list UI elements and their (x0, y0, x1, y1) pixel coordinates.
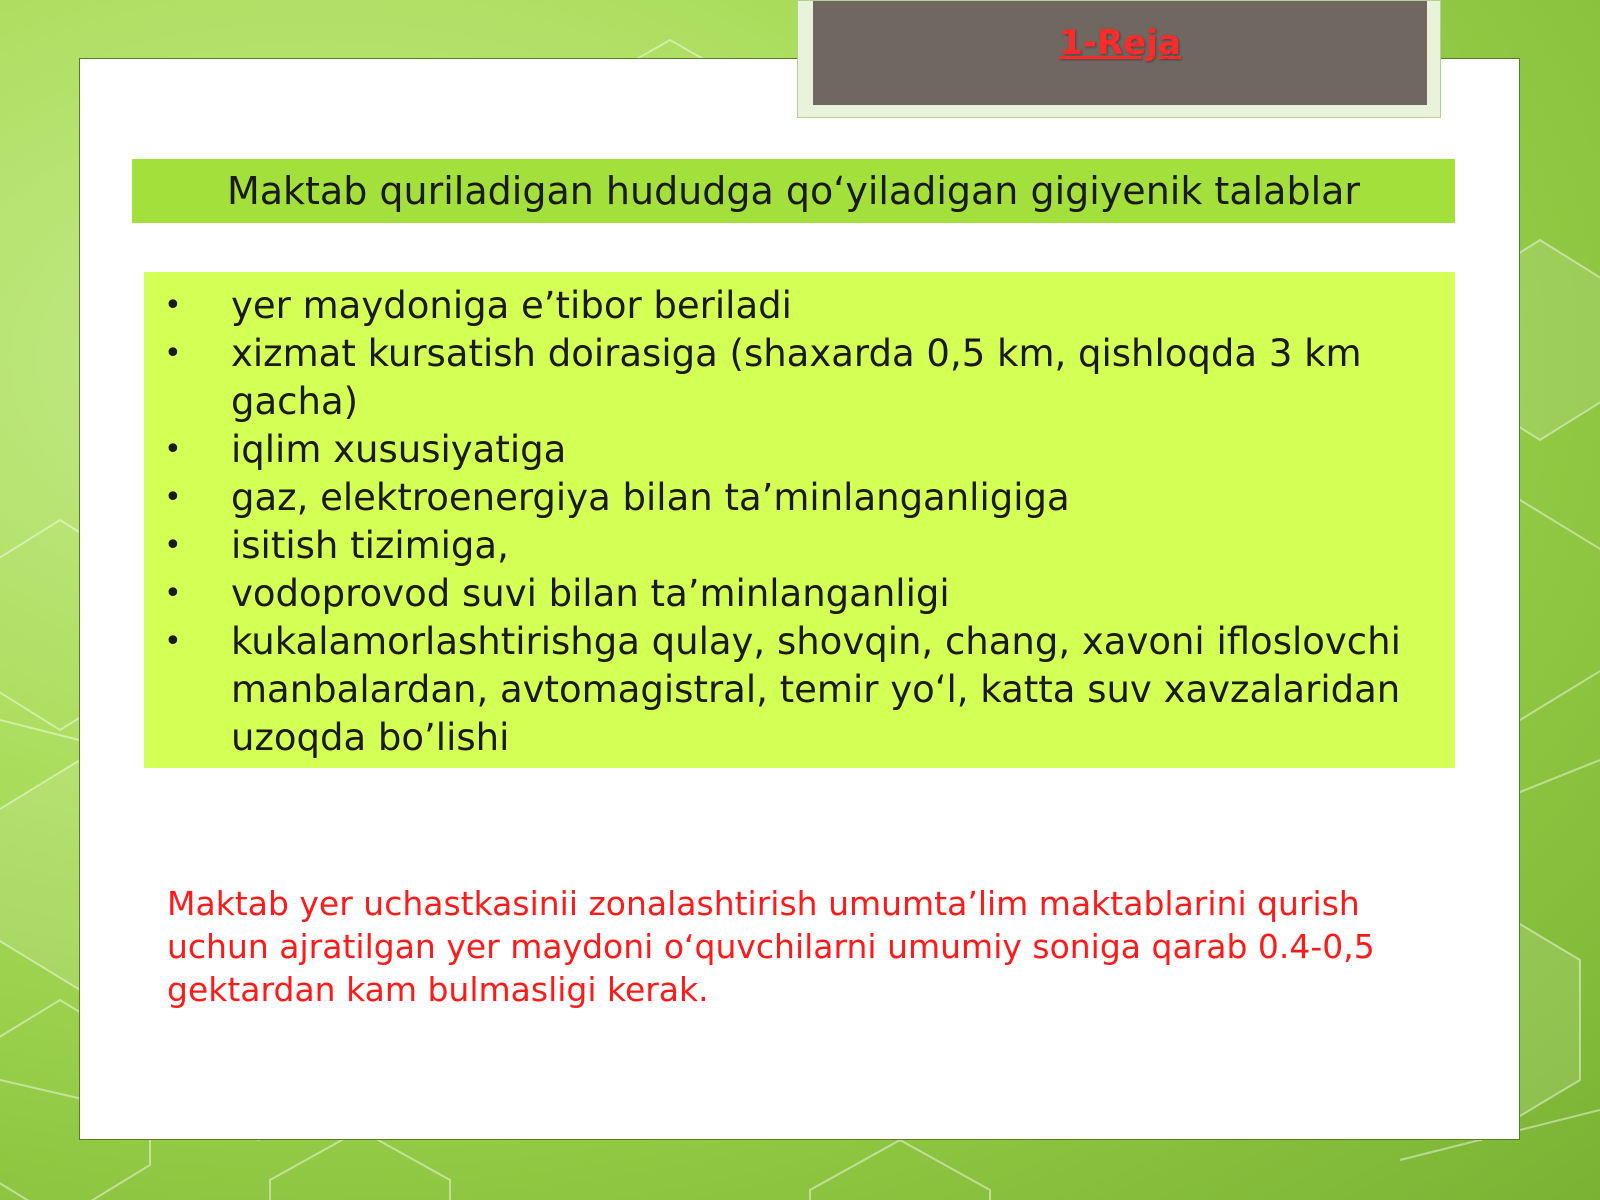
plan-label: 1-Reja (1059, 23, 1181, 63)
bullet-icon: • (164, 480, 182, 515)
list-item-text: kukalamorlashtirishga qulay, shovqin, chang, xavoni ifloslovchi manbalardan, avtomagistral, temir yo‘l, katta suv xavzalaridan uzoqda bo’lishi (231, 620, 1401, 759)
list-item (164, 618, 1415, 762)
slide-heading: Maktab quriladigan hududga qo‘yiladigan gigiyenik talablar (226, 169, 1361, 213)
requirements-list (164, 282, 1415, 762)
list-item-text: iqlim xususiyatiga (231, 428, 567, 471)
list-item-text: gaz, elektroenergiya bilan ta’minlanganligiga (231, 476, 1070, 519)
bullet-icon: • (164, 576, 182, 611)
bullet-icon: • (164, 288, 182, 323)
bullet-icon: • (164, 336, 182, 371)
list-item-text: yer maydoniga e’tibor beriladi (231, 284, 792, 327)
list-item (164, 282, 1415, 330)
list-item (164, 426, 1415, 474)
list-item-text: isitish tizimiga, (231, 524, 509, 567)
bullet-icon: • (164, 624, 182, 659)
list-item (164, 474, 1415, 522)
list-item-text: vodoprovod suvi bilan ta’minlanganligi (231, 572, 950, 615)
list-item-text: xizmat kursatish doirasiga (shaxarda 0,5 km, qishloqda 3 km gacha) (231, 332, 1362, 423)
list-item (164, 330, 1415, 426)
bullet-icon: • (164, 432, 182, 467)
list-item (164, 522, 1415, 570)
land-area-note: Maktab yer uchastkasinii zonalashtirish umumta’lim maktablarini qurish uchun ajratilgan yer maydoni o‘quvchilarni umumiy soniga qarab 0.4-0,5 gektardan kam bulmasligi kerak. (167, 884, 1375, 1009)
list-item (164, 570, 1415, 618)
title-tab (797, 0, 1441, 118)
requirements-box (144, 272, 1455, 768)
bullet-icon: • (164, 528, 182, 563)
heading-bar (132, 159, 1455, 223)
title-tab-box (813, 1, 1427, 105)
